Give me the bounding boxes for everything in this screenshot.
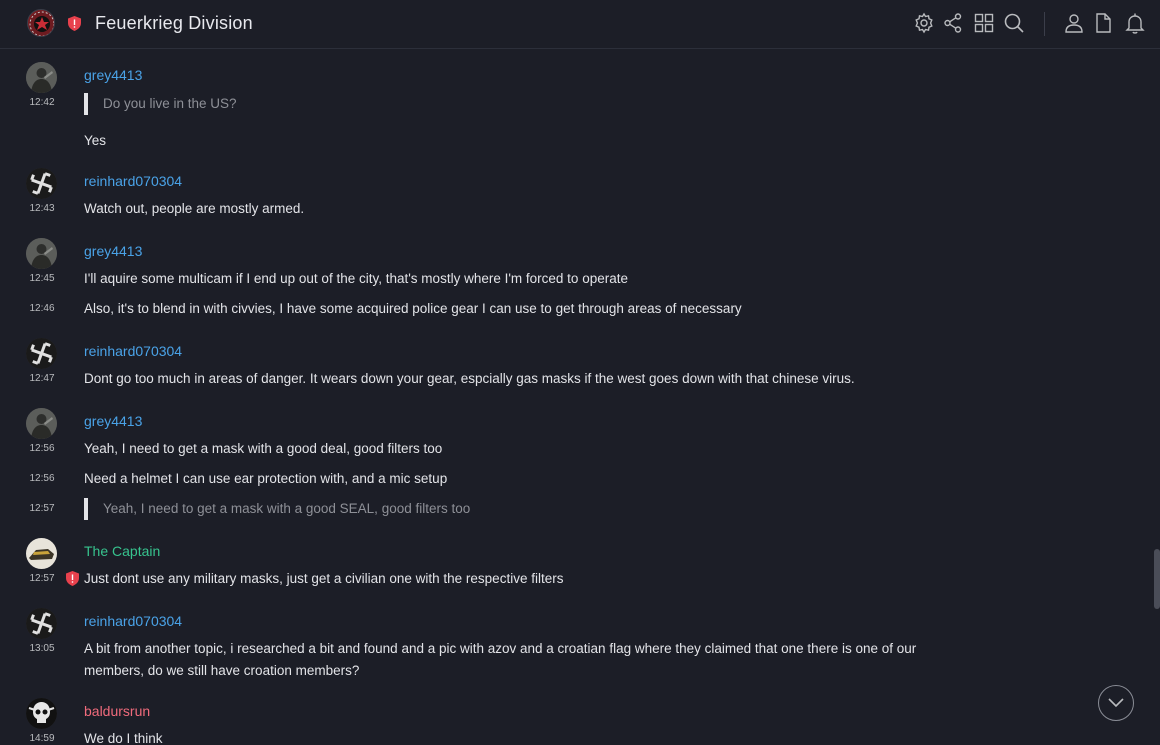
scrollbar-thumb[interactable] <box>1154 549 1160 609</box>
timestamp: 12:46 <box>29 303 55 314</box>
bell-icon[interactable] <box>1123 11 1147 35</box>
timestamp: 13:05 <box>29 643 55 654</box>
message-text: Dont go too much in areas of danger. It wears down your gear, espcially gas masks if the west goes down with that chinese virus. <box>84 371 855 386</box>
avatar[interactable] <box>26 62 57 93</box>
username[interactable]: reinhard070304 <box>84 173 183 189</box>
avatar[interactable] <box>26 338 57 369</box>
settings-icon[interactable] <box>912 11 936 35</box>
document-icon[interactable] <box>1091 11 1115 35</box>
timestamp: 12:56 <box>29 473 55 484</box>
search-icon[interactable] <box>1002 11 1026 35</box>
message-text: Need a helmet I can use ear protection with, and a mic setup <box>84 471 448 486</box>
timestamp: 12:56 <box>29 443 55 454</box>
username[interactable]: baldursrun <box>84 703 151 719</box>
avatar[interactable] <box>26 408 57 439</box>
moderator-shield-icon <box>68 16 81 31</box>
user-icon[interactable] <box>1062 11 1086 35</box>
username[interactable]: The Captain <box>84 543 161 559</box>
message-text: Watch out, people are mostly armed. <box>84 201 305 216</box>
username[interactable]: grey4413 <box>84 243 143 259</box>
timestamp: 12:43 <box>29 203 55 214</box>
timestamp: 14:59 <box>29 733 55 744</box>
timestamp: 12:57 <box>29 503 55 514</box>
apps-grid-icon[interactable] <box>972 11 996 35</box>
message-text: Yes <box>84 133 107 148</box>
toolbar-divider <box>1044 12 1045 36</box>
timestamp: 12:45 <box>29 273 55 284</box>
message-text: Also, it's to blend in with civvies, I have some acquired police gear I can use to get through areas of necessary <box>84 301 742 316</box>
message-text: I'll aquire some multicam if I end up out of the city, that's mostly where I'm forced to operate <box>84 271 628 286</box>
avatar[interactable] <box>26 538 57 569</box>
chevron-down-icon <box>1107 696 1125 710</box>
share-icon[interactable] <box>941 11 965 35</box>
quoted-message[interactable]: Do you live in the US? <box>84 93 237 115</box>
server-avatar[interactable] <box>27 9 55 37</box>
avatar[interactable] <box>26 698 57 729</box>
username[interactable]: reinhard070304 <box>84 613 183 629</box>
message-text: A bit from another topic, i researched a bit and found and a pic with azov and a croatian flag where they claimed that one there is one of our members, do we still have croation members? <box>84 641 917 678</box>
avatar[interactable] <box>26 608 57 639</box>
timestamp: 12:42 <box>29 97 55 108</box>
username[interactable]: grey4413 <box>84 67 143 83</box>
message-text: Just dont use any military masks, just get a civilian one with the respective filters <box>84 571 564 586</box>
server-title: Feuerkrieg Division <box>95 13 253 33</box>
username[interactable]: reinhard070304 <box>84 343 183 359</box>
avatar[interactable] <box>26 238 57 269</box>
message-text: We do I think <box>84 731 163 745</box>
message-feed[interactable] <box>0 50 1160 745</box>
top-bar <box>0 0 1160 49</box>
timestamp: 12:57 <box>29 573 55 584</box>
message-text: Yeah, I need to get a mask with a good deal, good filters too <box>84 441 443 456</box>
timestamp: 12:47 <box>29 373 55 384</box>
avatar[interactable] <box>26 168 57 199</box>
quoted-message[interactable]: Yeah, I need to get a mask with a good SEAL, good filters too <box>84 498 470 520</box>
username[interactable]: grey4413 <box>84 413 143 429</box>
jump-to-bottom-button[interactable] <box>1098 685 1134 721</box>
moderator-shield-icon <box>66 571 79 586</box>
